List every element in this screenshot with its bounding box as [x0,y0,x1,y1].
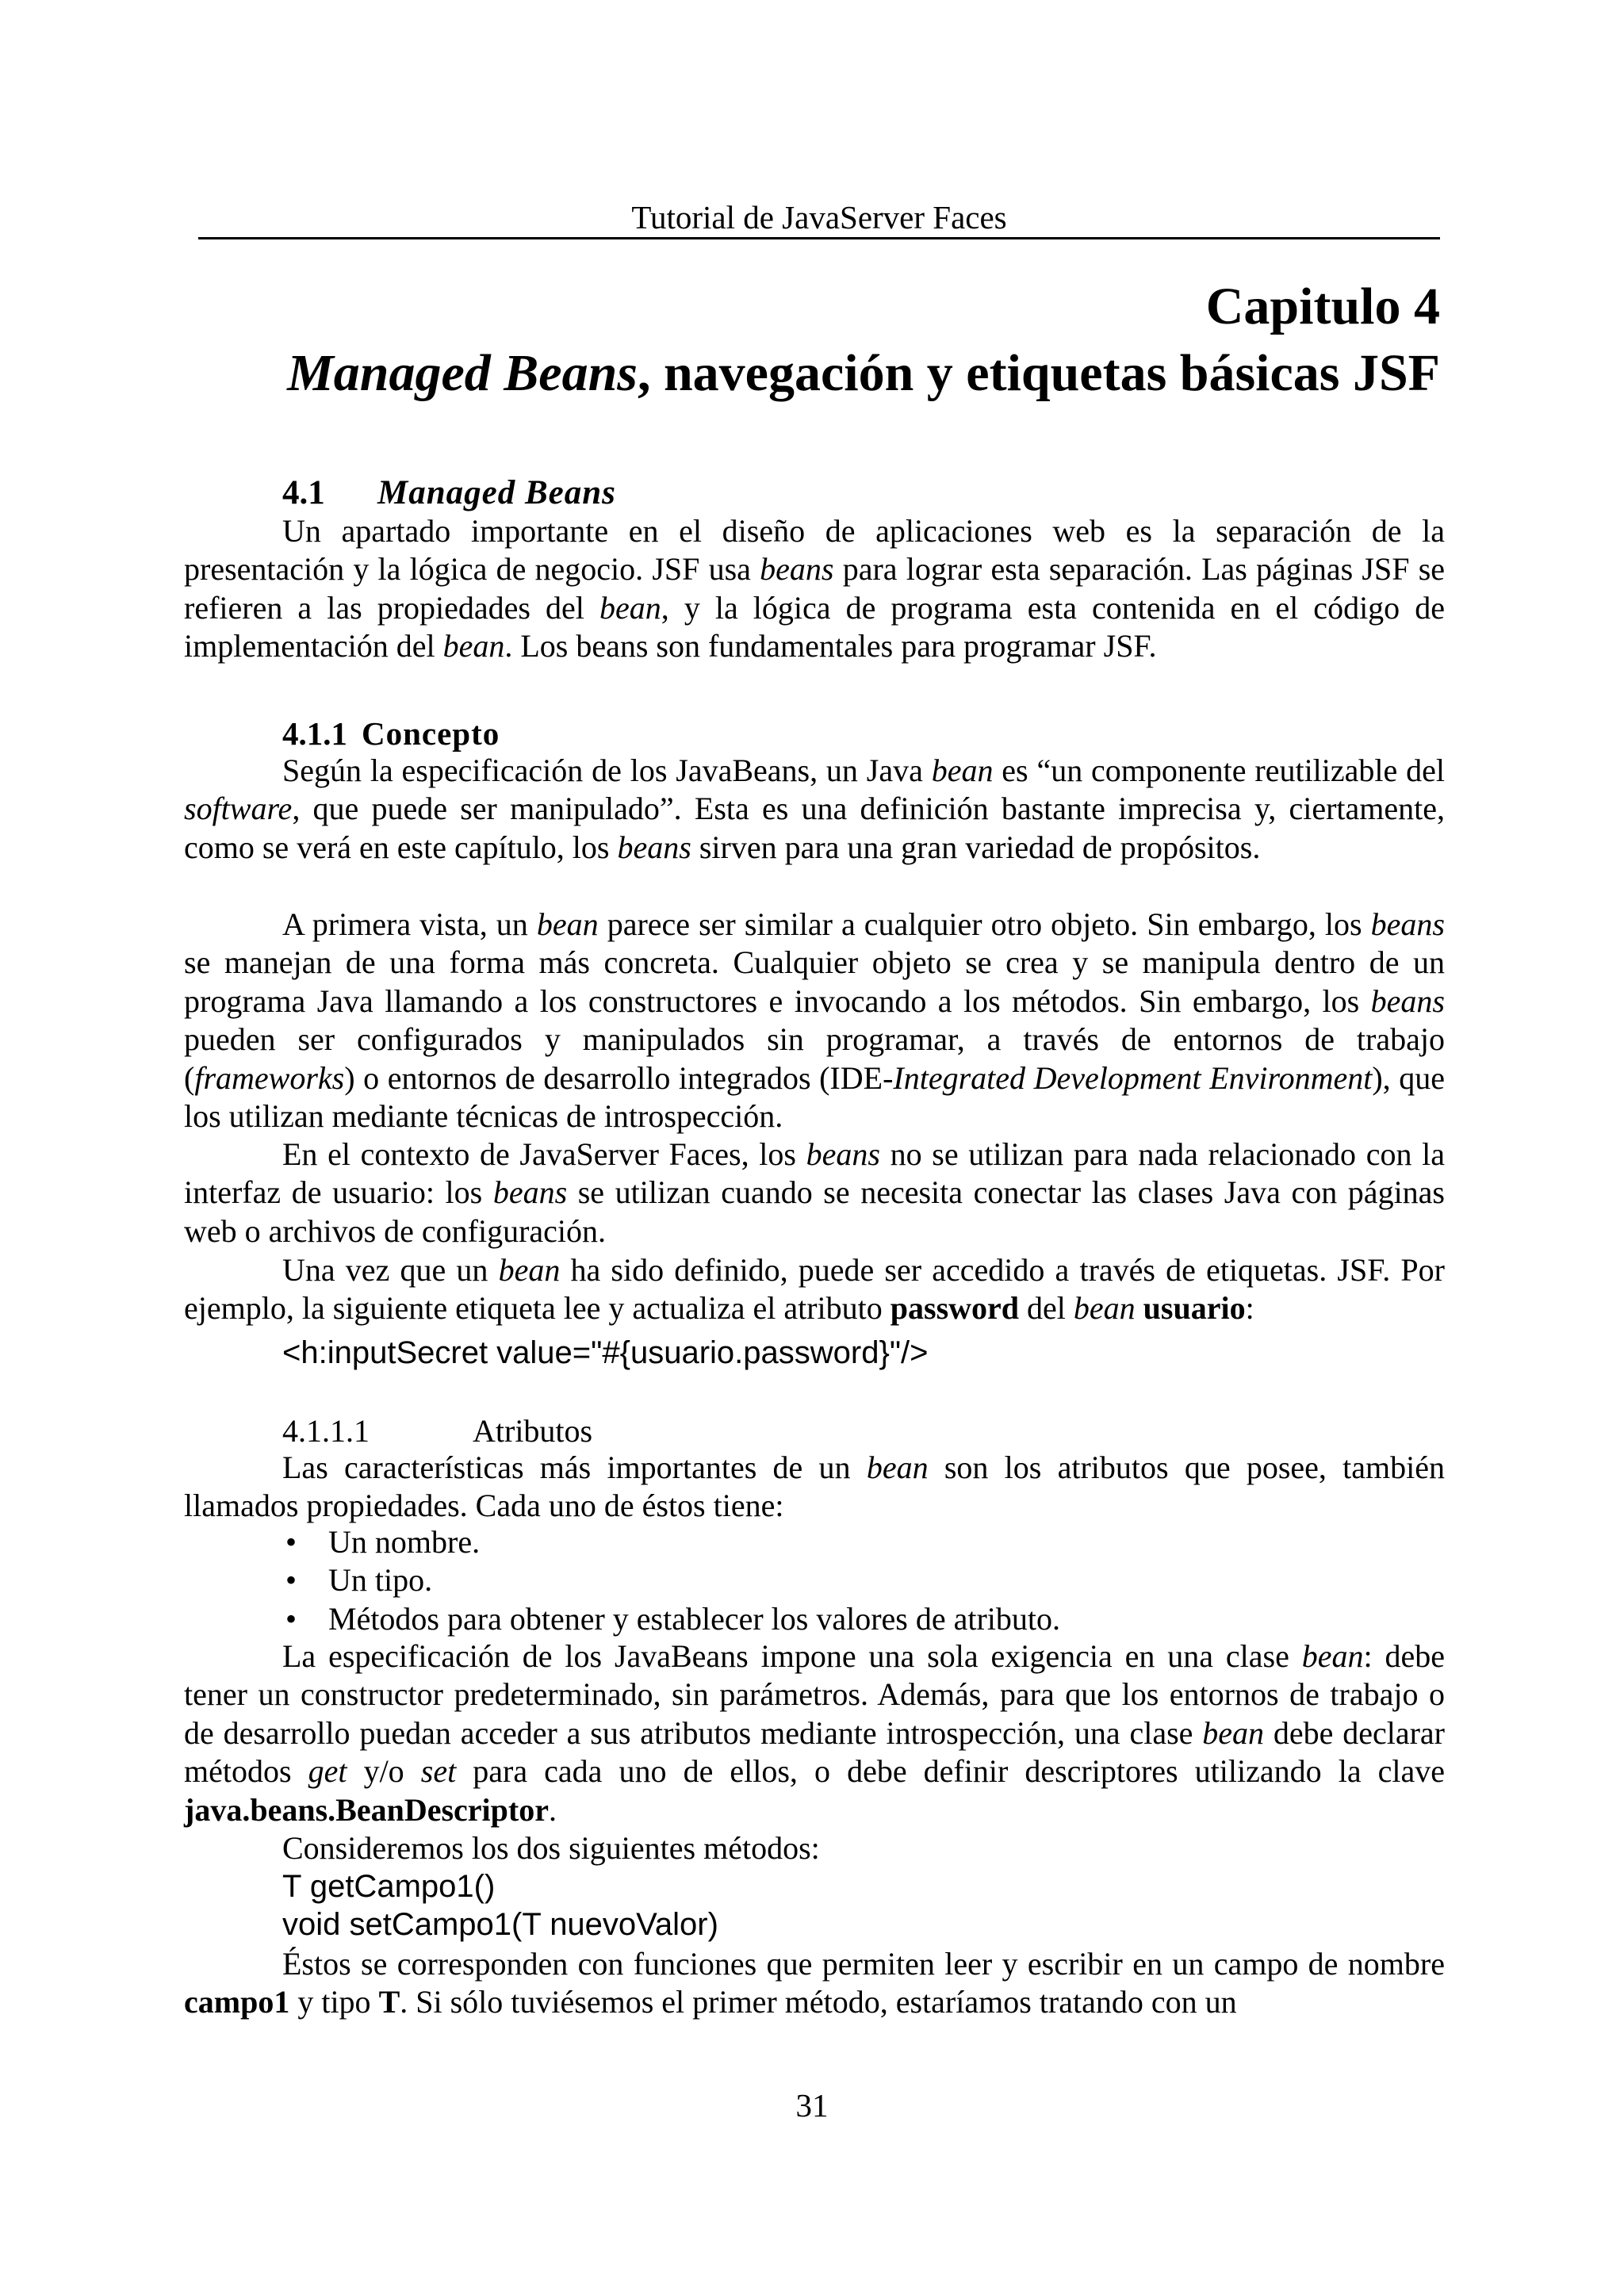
text: sirven para una gran variedad de propósitos. [691,829,1261,865]
page-number: 31 [795,2087,829,2124]
text: . Los beans son fundamentales para programar JSF. [504,628,1157,664]
paragraph-consideremos [184,1829,1445,1867]
text-italic: bean [599,589,661,626]
text: : debe tener un constructor predeterminado, sin parámetros. Además, para que los entornos de trabajo o de desarrollo puedan acceder a sus atributos mediante introspección, una clase [184,1638,1445,1751]
text-italic: bean [442,628,505,664]
text-italic: beans [617,829,691,865]
text: En el contexto de JavaServer Faces, los [282,1136,806,1172]
text-italic: beans [1370,906,1445,942]
paragraph-concepto-2 [184,906,1445,1136]
text: no se utilizan para nada relacionado con la interfaz de usuario: los [184,1136,1445,1211]
text: para lograr esta separación. Las páginas JSF se refieren a las propiedades del [184,551,1446,626]
text: . Si sólo tuviésemos el primer método, estaríamos tratando con un [400,1984,1237,2020]
text: Éstos se corresponden con funciones que permiten leer y escribir en un campo de nombre [282,1946,1445,1982]
text: se utilizan cuando se necesita conectar las clases Java con páginas web o archivos de configuración. [184,1174,1445,1249]
paragraph-estos [184,1945,1445,2022]
text-bold: T [378,1984,400,2020]
subsection-heading-4-1-1 [282,714,500,753]
subsubsection-heading-4-1-1-1 [282,1411,592,1451]
text-italic: beans [760,551,834,588]
text: Una vez que un [282,1252,499,1288]
subsection-title: Concepto [362,715,500,752]
text-italic: bean [866,1450,929,1485]
code-snippet-inputsecret: <h:inputSecret value="#{usuario.password}"/> [282,1335,929,1370]
text: del [1019,1290,1074,1327]
chapter-subtitle [287,340,1440,407]
chapter-label: Capitulo 4 [1205,278,1440,335]
text: , y la lógica de programa esta contenida en el código de implementación del [184,589,1445,664]
text-bold: usuario [1143,1290,1246,1327]
attribute-list [285,1523,1060,1638]
text-italic: bean [1301,1638,1364,1674]
text: parece ser similar a cualquier otro objeto. Sin embargo, los [598,906,1371,942]
header-rule [198,237,1440,239]
section-number: 4.1 [282,474,325,511]
paragraph-concepto-1 [184,752,1445,867]
text: se manejan de una forma más concreta. Cualquier objeto se crea y se manipula dentro de un programa Java llamando a los constructores e invocando a los métodos. Sin embargo, los [184,944,1445,1019]
list-item: • Métodos para obtener y establecer los valores de atributo. [285,1600,1060,1638]
chapter-subtitle-rest: , navegación y etiquetas básicas JSF [637,344,1440,402]
subsubsection-title: Atributos [473,1413,593,1449]
text-italic: bean [1202,1714,1265,1751]
code-snippet-setter: void setCampo1(T nuevoValor) [282,1907,718,1942]
subsection-number: 4.1.1 [282,715,347,752]
text: Las características más importantes de un [282,1450,867,1485]
text-italic: frameworks [194,1059,345,1096]
chapter-subtitle-italic: Managed Beans [287,344,638,402]
text-italic: Integrated Development Environment [893,1059,1373,1096]
text-italic: beans [492,1174,568,1211]
text-italic: software [184,791,293,827]
code-snippet-getter: T getCampo1() [282,1869,496,1904]
running-header: Tutorial de JavaServer Faces [631,199,1007,236]
paragraph-concepto-3 [184,1136,1445,1250]
text: debe declarar métodos [184,1714,1446,1790]
text-italic: beans [1370,982,1445,1019]
text: A primera vista, un [282,906,537,942]
text [1136,1290,1143,1326]
text: es “un componente reutilizable del [993,753,1445,788]
text-italic: get [308,1753,347,1790]
text: y tipo [289,1984,379,2020]
text: : [1245,1290,1254,1327]
text: Un apartado importante en el diseño de aplicaciones web es la separación de la presentación y la lógica de negocio. JSF usa [184,513,1445,588]
text-italic: bean [1073,1290,1136,1327]
text-italic: beans [806,1136,880,1172]
text-bold: java.beans.BeanDescriptor [184,1791,549,1828]
text: pueden ser configurados y manipulados sin programar, a través de entornos de trabajo ( [184,1021,1445,1096]
text: La especificación de los JavaBeans impone una sola exigencia en una clase [282,1638,1302,1674]
list-item: • Un tipo. [285,1561,1060,1599]
paragraph-concepto-4 [184,1251,1445,1328]
text-italic: bean [536,906,599,942]
text: para cada uno de ellos, o debe definir descriptores utilizando la clave [456,1753,1446,1790]
text: Según la especificación de los JavaBeans, un Java [282,753,932,788]
section-title: Managed Beans [377,474,616,511]
paragraph-intro [184,512,1445,666]
text: . [548,1791,557,1828]
text-italic: set [420,1753,457,1790]
text: ) o entornos de desarrollo integrados (IDE- [344,1059,894,1096]
section-heading-4-1 [282,473,616,514]
text: , que puede ser manipulado”. Esta es una definición bastante imprecisa y, ciertamente, como se verá en este capítulo, los [184,791,1445,865]
chapter-title [287,274,1440,407]
paragraph-atributos-2 [184,1637,1445,1829]
text: son los atributos que posee, también llamados propiedades. Cada uno de éstos tiene: [184,1450,1445,1524]
text-bold: password [890,1290,1020,1327]
text-italic: bean [498,1252,561,1288]
text: ha sido definido, puede ser accedido a través de etiquetas. JSF. Por ejemplo, la siguiente etiqueta lee y actualiza el atributo [184,1252,1445,1327]
paragraph-atributos-1 [184,1449,1445,1526]
text: Consideremos los dos siguientes métodos: [282,1830,820,1866]
text: y/o [347,1753,421,1790]
text-bold: campo1 [184,1984,290,2020]
list-item: • Un nombre. [285,1523,1060,1561]
text: ), que los utilizan mediante técnicas de introspección. [184,1059,1446,1135]
text-italic: bean [931,753,994,788]
subsubsection-number: 4.1.1.1 [282,1413,370,1449]
